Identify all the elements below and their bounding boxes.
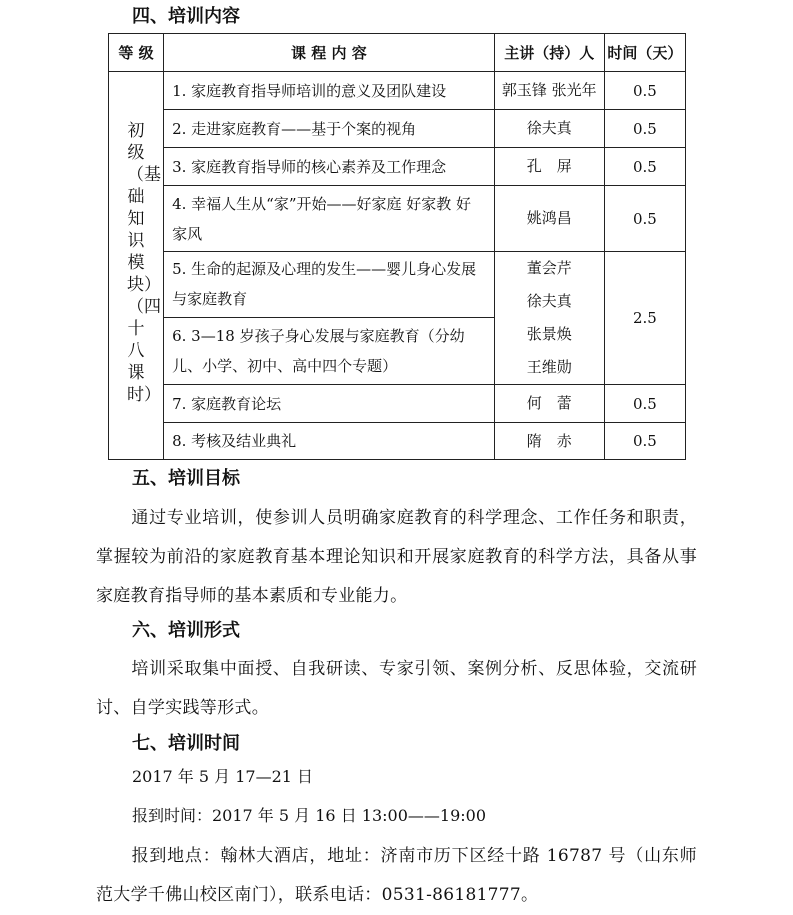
- training-dates: 2017 年 5 月 17—21 日: [132, 767, 314, 786]
- table-row: [109, 385, 686, 423]
- course-cell: 2. 走进家庭教育——基于个案的视角: [164, 110, 495, 148]
- lecturer-cell: 隋 赤: [494, 423, 604, 460]
- table-header-row: [109, 34, 686, 72]
- time-cell: 0.5: [604, 148, 685, 186]
- section5-title: 五、培训目标: [132, 468, 240, 489]
- header-time: 时间（天）: [604, 34, 685, 72]
- course-schedule-table: [108, 33, 686, 460]
- time-cell: 0.5: [604, 72, 685, 110]
- lecturer-name: 徐夫真: [526, 292, 572, 310]
- header-level: 等 级: [109, 34, 164, 72]
- level-cell: [109, 72, 164, 460]
- merged-time-cell: 2.5: [604, 252, 685, 385]
- course-cell: 7. 家庭教育论坛: [164, 385, 495, 423]
- lecturer-cell: 郭玉锋 张光年: [494, 72, 604, 110]
- header-course: 课 程 内 容: [164, 34, 495, 72]
- lecturer-cell: 孔 屏: [494, 148, 604, 186]
- lecturer-name: 张景焕: [526, 325, 572, 343]
- table-row: [109, 423, 686, 460]
- course-cell: 8. 考核及结业典礼: [164, 423, 495, 460]
- table-row: [109, 186, 686, 252]
- section4-title: 四、培训内容: [132, 6, 240, 27]
- table-row: [109, 72, 686, 110]
- section6-body: 培训采取集中面授、自我研读、专家引领、案例分析、反思体验，交流研讨、自学实践等形式。: [96, 659, 697, 718]
- course-cell: 5. 生命的起源及心理的发生——婴儿身心发展与家庭教育: [164, 252, 495, 318]
- header-lecturer: 主讲（持）人: [494, 34, 604, 72]
- lecturer-cell: 何 蕾: [494, 385, 604, 423]
- checkin-time: 报到时间：2017 年 5 月 16 日 13:00——19:00: [132, 806, 486, 825]
- section6-title: 六、培训形式: [132, 620, 240, 641]
- level-label: 初级（基础知识模块）（四十八课时）: [127, 120, 162, 405]
- lecturer-name: 王维勋: [526, 358, 572, 376]
- section5-body: 通过专业培训，使参训人员明确家庭教育的科学理念、工作任务和职责，掌握较为前沿的家庭教育基本理论知识和开展家庭教育的科学方法，具备从事家庭教育指导师的基本素质和专业能力。: [96, 508, 697, 606]
- time-cell: 0.5: [604, 186, 685, 252]
- lecturer-cell: 徐夫真: [494, 110, 604, 148]
- course-cell: 1. 家庭教育指导师培训的意义及团队建设: [164, 72, 495, 110]
- time-cell: 0.5: [604, 385, 685, 423]
- table-row: [109, 110, 686, 148]
- time-cell: 0.5: [604, 423, 685, 460]
- checkin-place: 报到地点：翰林大酒店，地址：济南市历下区经十路 16787 号（山东师范大学千佛山校区南门），联系电话：0531-86181777。: [96, 846, 697, 905]
- lecturer-name: 董会芹: [526, 259, 572, 277]
- lecturer-cell: 姚鸿昌: [494, 186, 604, 252]
- table-row: [109, 148, 686, 186]
- time-cell: 0.5: [604, 110, 685, 148]
- section7-title: 七、培训时间: [132, 733, 240, 754]
- course-cell: 3. 家庭教育指导师的核心素养及工作理念: [164, 148, 495, 186]
- course-cell: 6. 3—18 岁孩子身心发展与家庭教育（分幼儿、小学、初中、高中四个专题）: [164, 317, 495, 384]
- course-cell: 4. 幸福人生从“家”开始——好家庭 好家教 好家风: [164, 186, 495, 252]
- table-row: [109, 252, 686, 318]
- merged-lecturer-cell: [494, 252, 604, 385]
